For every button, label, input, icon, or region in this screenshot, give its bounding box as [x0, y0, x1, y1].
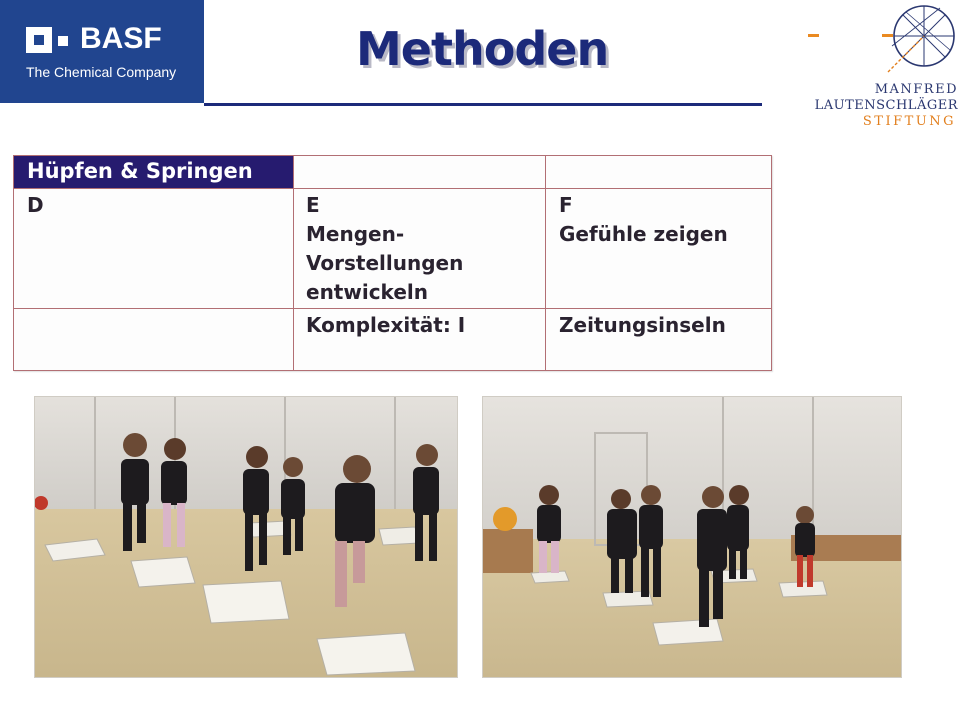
cell-title-e-line3: entwickeln: [306, 280, 428, 304]
cell-footer-f: Zeitungsinseln: [559, 313, 726, 337]
photo-left: [34, 396, 458, 678]
cell-letter-d: D: [27, 193, 44, 217]
methods-table: [13, 155, 772, 371]
table-divider: [14, 188, 771, 189]
foundation-logo: [806, 2, 958, 132]
gym-scene-right: [483, 397, 901, 677]
table-divider: [545, 156, 546, 370]
cell-title-e-line2: Vorstellungen: [306, 251, 464, 275]
basf-logo: [0, 0, 204, 103]
cell-title-f-line1: Gefühle zeigen: [559, 222, 728, 246]
foundation-name-line3: STIFTUNG: [862, 114, 956, 129]
cell-letter-e: E: [306, 193, 320, 217]
page-title: Methoden: [356, 22, 609, 76]
orange-dash-icon: [808, 34, 819, 37]
compass-emblem-icon: [884, 2, 956, 74]
table-header: [14, 156, 293, 188]
basf-tagline: The Chemical Company: [26, 64, 177, 80]
cell-footer-e: Komplexität: I: [306, 313, 466, 337]
basf-wordmark: BASF: [80, 22, 162, 55]
gym-scene-left: [35, 397, 457, 677]
table-divider: [293, 156, 294, 370]
table-divider: [14, 308, 771, 309]
cell-letter-f: F: [559, 193, 573, 217]
photo-right: [482, 396, 902, 678]
table-header-label: Hüpfen & Springen: [27, 159, 253, 183]
cell-title-e-line1: Mengen-: [306, 222, 405, 246]
title-divider: [204, 103, 762, 106]
foundation-name-line2: LAUTENSCHLÄGER: [814, 98, 958, 113]
foundation-name-line1: MANFRED: [874, 82, 958, 97]
